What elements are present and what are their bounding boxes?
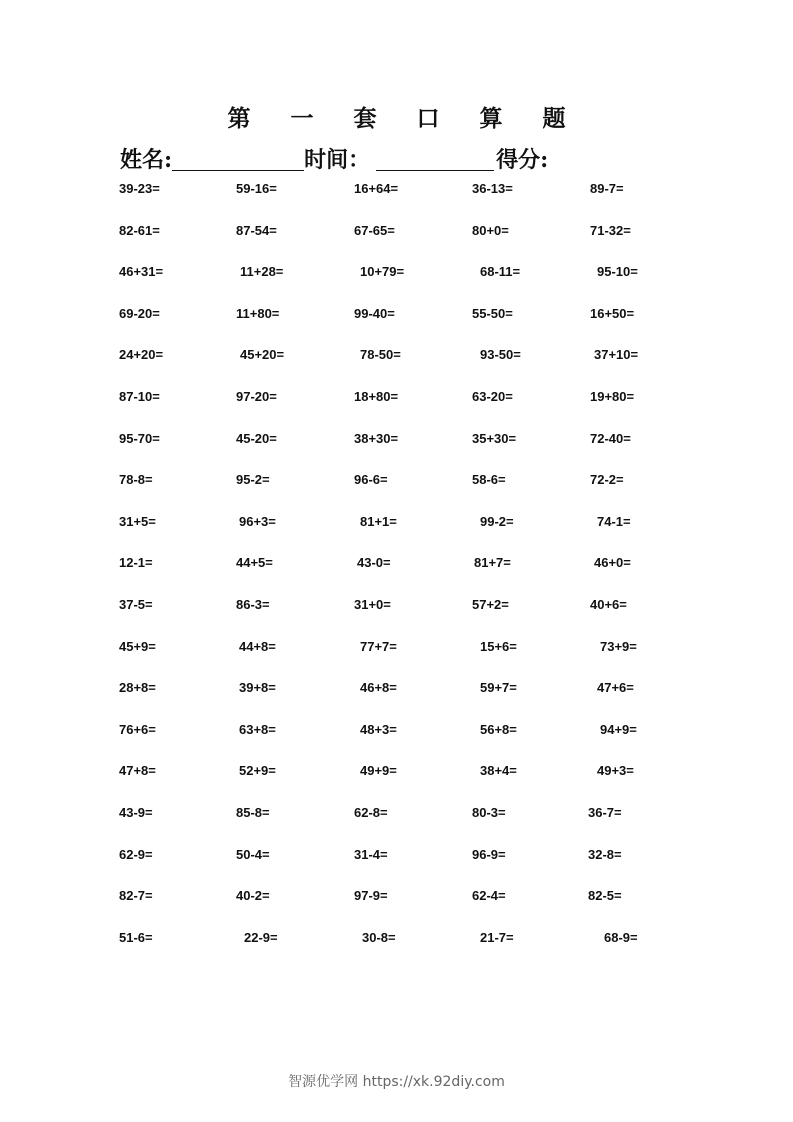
arithmetic-problem: 99-40= — [354, 305, 395, 321]
problem-row — [0, 428, 793, 470]
arithmetic-problem: 46+8= — [360, 680, 397, 696]
problem-row — [0, 885, 793, 927]
arithmetic-problem: 58-6= — [472, 472, 506, 488]
arithmetic-problem: 59-16= — [236, 181, 277, 196]
arithmetic-problem: 63+8= — [239, 721, 276, 737]
student-info-line — [120, 143, 600, 175]
arithmetic-problem: 45+20= — [240, 347, 285, 363]
arithmetic-problem: 16+64= — [354, 181, 399, 196]
arithmetic-problem: 67-65= — [354, 222, 395, 238]
problem-row — [0, 220, 793, 262]
arithmetic-problem: 99-2= — [480, 513, 514, 529]
problem-row — [0, 844, 793, 886]
arithmetic-problem: 96-9= — [472, 846, 506, 862]
problem-row — [0, 927, 793, 969]
arithmetic-problem: 96-6= — [354, 472, 388, 488]
arithmetic-problem: 78-8= — [119, 472, 153, 488]
arithmetic-problem: 47+6= — [597, 680, 634, 696]
arithmetic-problem: 95-70= — [119, 430, 160, 446]
arithmetic-problem: 72-40= — [590, 430, 631, 446]
arithmetic-problem: 71-32= — [590, 222, 631, 238]
arithmetic-problem: 62-8= — [354, 804, 388, 820]
problem-row — [0, 677, 793, 719]
time-blank[interactable] — [376, 148, 494, 171]
worksheet-title: 第 一 套 口 算 题 — [227, 105, 582, 132]
problem-row — [0, 802, 793, 844]
arithmetic-problem: 89-7= — [590, 181, 624, 196]
problem-row — [0, 636, 793, 678]
arithmetic-problem: 37-5= — [119, 596, 153, 612]
problem-row — [0, 719, 793, 761]
arithmetic-problem: 96+3= — [239, 513, 276, 529]
problem-row — [0, 469, 793, 511]
problem-grid — [0, 178, 793, 968]
problem-row — [0, 594, 793, 636]
arithmetic-problem: 46+0= — [594, 555, 631, 571]
arithmetic-problem: 50-4= — [236, 846, 270, 862]
arithmetic-problem: 62-9= — [119, 846, 153, 862]
arithmetic-problem: 31+0= — [354, 596, 391, 612]
arithmetic-problem: 94+9= — [600, 721, 637, 737]
arithmetic-problem: 72-2= — [590, 472, 624, 488]
arithmetic-problem: 38+4= — [480, 763, 517, 779]
arithmetic-problem: 11+80= — [236, 305, 280, 321]
arithmetic-problem: 68-11= — [480, 264, 521, 280]
arithmetic-problem: 24+20= — [119, 347, 164, 363]
arithmetic-problem: 45-20= — [236, 430, 277, 446]
arithmetic-problem: 68-9= — [604, 929, 638, 945]
name-blank[interactable] — [172, 148, 304, 171]
time-label: 时间： — [304, 147, 371, 173]
arithmetic-problem: 51-6= — [119, 929, 153, 945]
arithmetic-problem: 93-50= — [480, 347, 521, 363]
arithmetic-problem: 36-7= — [588, 804, 622, 820]
arithmetic-problem: 31-4= — [354, 846, 388, 862]
arithmetic-problem: 76+6= — [119, 721, 156, 737]
arithmetic-problem: 44+8= — [239, 638, 276, 654]
footer-watermark: 智源优学网 https://xk.92diy.com — [288, 1074, 505, 1090]
arithmetic-problem: 80+0= — [472, 222, 509, 238]
arithmetic-problem: 35+30= — [472, 430, 517, 446]
arithmetic-problem: 62-4= — [472, 888, 506, 904]
arithmetic-problem: 39+8= — [239, 680, 276, 696]
problem-row — [0, 261, 793, 303]
arithmetic-problem: 81+7= — [474, 555, 511, 571]
arithmetic-problem: 38+30= — [354, 430, 399, 446]
arithmetic-problem: 73+9= — [600, 638, 637, 654]
problem-row — [0, 386, 793, 428]
problem-row — [0, 511, 793, 553]
arithmetic-problem: 31+5= — [119, 513, 156, 529]
arithmetic-problem: 44+5= — [236, 555, 273, 571]
arithmetic-problem: 95-2= — [236, 472, 270, 488]
arithmetic-problem: 82-61= — [119, 222, 160, 238]
arithmetic-problem: 40+6= — [590, 596, 627, 612]
problem-row — [0, 552, 793, 594]
arithmetic-problem: 22-9= — [244, 929, 278, 945]
arithmetic-problem: 10+79= — [360, 264, 405, 280]
problem-row — [0, 760, 793, 802]
name-label: 姓名: — [120, 147, 173, 173]
arithmetic-problem: 78-50= — [360, 347, 401, 363]
arithmetic-problem: 82-7= — [119, 888, 153, 904]
arithmetic-problem: 52+9= — [239, 763, 276, 779]
arithmetic-problem: 19+80= — [590, 388, 635, 404]
arithmetic-problem: 32-8= — [588, 846, 622, 862]
arithmetic-problem: 48+3= — [360, 721, 397, 737]
arithmetic-problem: 21-7= — [480, 929, 514, 945]
arithmetic-problem: 37+10= — [594, 347, 639, 363]
arithmetic-problem: 56+8= — [480, 721, 517, 737]
arithmetic-problem: 43-0= — [357, 555, 391, 571]
arithmetic-problem: 77+7= — [360, 638, 397, 654]
arithmetic-problem: 80-3= — [472, 804, 506, 820]
arithmetic-problem: 85-8= — [236, 804, 270, 820]
arithmetic-problem: 15+6= — [480, 638, 517, 654]
arithmetic-problem: 97-20= — [236, 388, 277, 404]
problem-row — [0, 344, 793, 386]
arithmetic-problem: 59+7= — [480, 680, 517, 696]
arithmetic-problem: 45+9= — [119, 638, 156, 654]
arithmetic-problem: 12-1= — [119, 555, 153, 571]
arithmetic-problem: 81+1= — [360, 513, 397, 529]
arithmetic-problem: 40-2= — [236, 888, 270, 904]
arithmetic-problem: 39-23= — [119, 181, 160, 196]
arithmetic-problem: 63-20= — [472, 388, 513, 404]
arithmetic-problem: 57+2= — [472, 596, 509, 612]
arithmetic-problem: 87-10= — [119, 388, 160, 404]
problem-row — [0, 303, 793, 345]
arithmetic-problem: 16+50= — [590, 305, 635, 321]
problem-row — [0, 178, 793, 220]
arithmetic-problem: 49+9= — [360, 763, 397, 779]
arithmetic-problem: 82-5= — [588, 888, 622, 904]
arithmetic-problem: 74-1= — [597, 513, 631, 529]
arithmetic-problem: 46+31= — [119, 264, 164, 280]
arithmetic-problem: 30-8= — [362, 929, 396, 945]
arithmetic-problem: 87-54= — [236, 222, 277, 238]
arithmetic-problem: 47+8= — [119, 763, 156, 779]
arithmetic-problem: 36-13= — [472, 181, 513, 196]
arithmetic-problem: 18+80= — [354, 388, 399, 404]
arithmetic-problem: 69-20= — [119, 305, 160, 321]
arithmetic-problem: 86-3= — [236, 596, 270, 612]
arithmetic-problem: 55-50= — [472, 305, 513, 321]
arithmetic-problem: 97-9= — [354, 888, 388, 904]
arithmetic-problem: 43-9= — [119, 804, 153, 820]
arithmetic-problem: 95-10= — [597, 264, 638, 280]
arithmetic-problem: 49+3= — [597, 763, 634, 779]
arithmetic-problem: 11+28= — [240, 264, 284, 280]
score-label: 得分: — [496, 147, 549, 173]
arithmetic-problem: 28+8= — [119, 680, 156, 696]
